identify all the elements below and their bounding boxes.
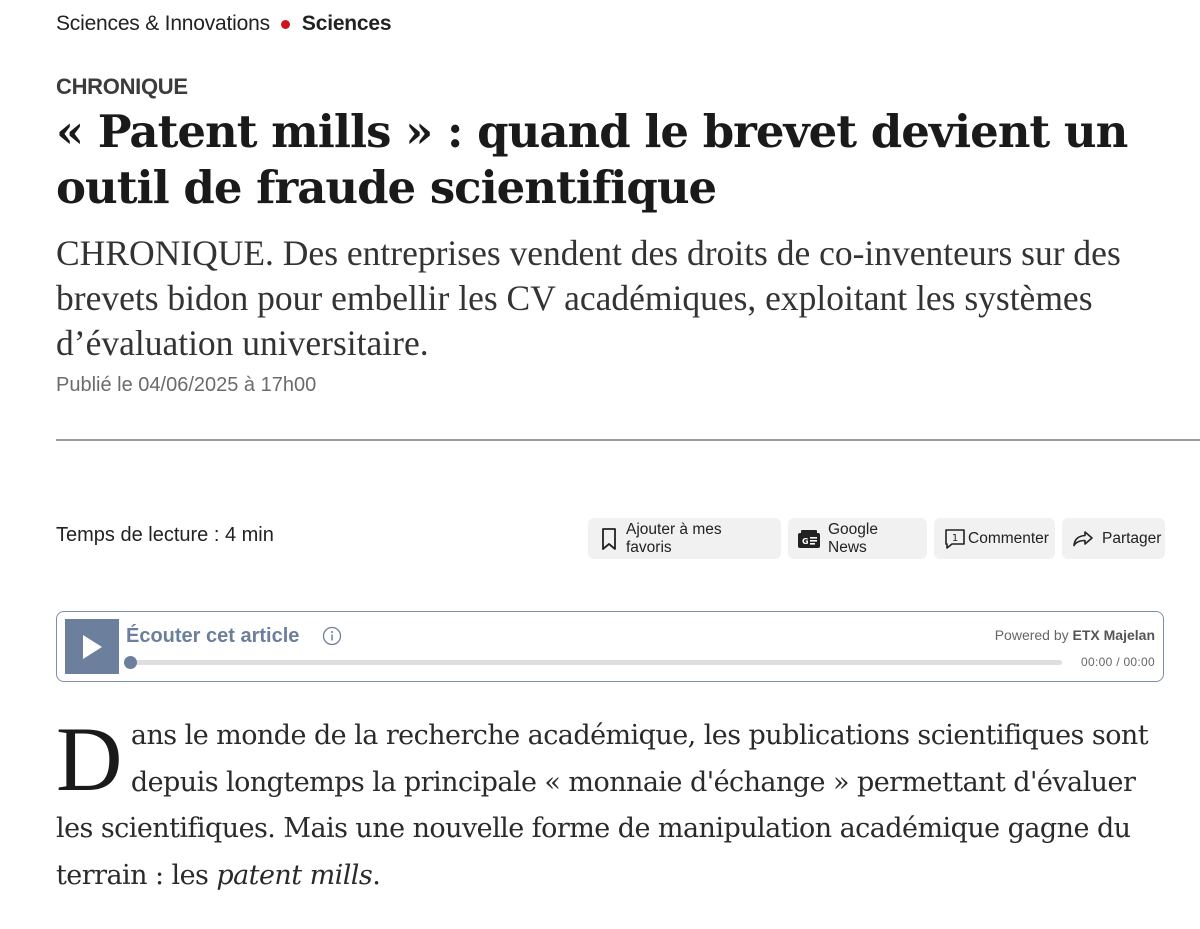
article-kicker: CHRONIQUE: [56, 74, 188, 99]
google-news-button[interactable]: [788, 518, 927, 559]
google-news-icon: [798, 530, 820, 548]
powered-by-brand: ETX Majelan: [1072, 627, 1155, 643]
body-emphasis: patent mills: [216, 859, 373, 891]
breadcrumb-section-link[interactable]: Sciences & Innovations: [56, 12, 270, 35]
comment-bubble-icon: [944, 528, 966, 550]
play-icon: [81, 634, 103, 660]
add-to-favorites-button[interactable]: [588, 518, 781, 559]
article-standfirst: CHRONIQUE. Des entreprises vendent des droits de co-inventeurs sur des brevets bidon pour embellir les CV académiques, exploitant les systèmes d’évaluation universitaire.: [56, 233, 1121, 363]
google-news-label: Google News: [828, 520, 878, 556]
play-button[interactable]: [65, 619, 119, 674]
share-button[interactable]: [1062, 518, 1165, 559]
publication-date: Publié le 04/06/2025 à 17h00: [56, 374, 317, 396]
info-icon[interactable]: [322, 626, 342, 646]
playback-time: 00:00 / 00:00: [1081, 655, 1155, 669]
reading-time: Temps de lecture : 4 min: [56, 524, 274, 546]
add-to-favorites-label: Ajouter à mes favoris: [626, 520, 722, 556]
header-divider: [56, 439, 1200, 441]
article-actions: [588, 518, 1165, 559]
breadcrumb-current-link[interactable]: Sciences: [301, 12, 392, 35]
audio-player: [56, 611, 1164, 682]
drop-cap: D: [56, 708, 122, 810]
comment-label: Commenter: [968, 529, 1049, 547]
svg-text:G: G: [802, 536, 809, 546]
share-arrow-icon: [1072, 530, 1094, 548]
progress-knob[interactable]: [124, 656, 137, 669]
breadcrumb: [56, 12, 391, 36]
share-label: Partager: [1102, 529, 1162, 547]
bookmark-icon: [600, 527, 618, 551]
breadcrumb-separator-dot: [281, 20, 290, 29]
body-lead-text: ans le monde de la recherche académique, les publications scientifiques sont depuis longtemps la principale « monnaie d'échange » permettant d'évaluer les scientifiques. Mais une nouvelle forme de manipulation académique gagne du terrain : les: [56, 720, 1149, 891]
player-title: Écouter cet article: [126, 625, 300, 647]
comment-count: 1: [951, 532, 959, 544]
powered-by: [995, 627, 1155, 643]
powered-by-prefix: Powered by: [994, 627, 1073, 643]
comment-button[interactable]: [934, 518, 1055, 559]
article-body: [56, 708, 1166, 899]
body-tail: .: [372, 859, 381, 891]
article-headline: « Patent mills » : quand le brevet devient un outil de fraude scientifique: [56, 105, 1128, 214]
progress-track[interactable]: [128, 660, 1062, 665]
